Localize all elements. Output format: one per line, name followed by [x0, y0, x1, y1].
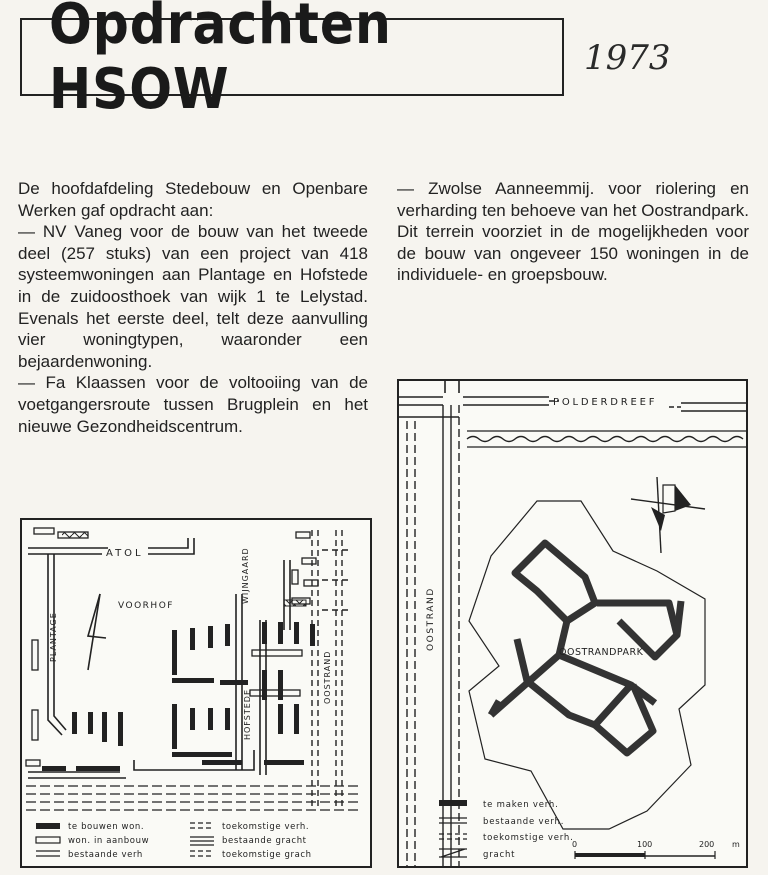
legend-item: gracht	[483, 850, 516, 860]
title-box	[20, 0, 564, 122]
legend-wijk-1	[36, 822, 312, 860]
article-left-column	[18, 178, 368, 437]
map-oostrandpark	[397, 379, 748, 868]
label-oostrand: OOSTRAND	[426, 587, 436, 651]
article-paragraph: — NV Vaneg voor de bouw van het tweede deel (257 stuks) van een project van 418 systeemwoningen aan Plantage en Hofstede in de zuidoosthoek van wijk 1 te Lelystad. Evenals het eerste deel, telt deze aanvulling vier woningtypen, waaronder een bejaardenwoning.	[18, 222, 368, 371]
label-atol: ATOL	[106, 548, 144, 559]
legend-item: toekomstige grach	[222, 850, 312, 860]
scale-unit: m	[732, 840, 740, 849]
label-hofstede: HOFSTEDE	[243, 688, 252, 740]
map-wijk-1-drawing	[22, 520, 370, 866]
legend-item: bestaande verh.	[483, 817, 565, 827]
page-title: Opdrachten HSOW	[49, 0, 392, 122]
label-oostrand: OOSTRAND	[323, 650, 332, 704]
label-wijngaard: WIJNGAARD	[241, 547, 250, 604]
legend-item: bestaande gracht	[222, 836, 307, 846]
map-oostrandpark-drawing	[399, 381, 746, 866]
scale-tick: 0	[572, 840, 578, 849]
legend-item: won. in aanbouw	[68, 836, 150, 846]
legend-item: toekomstige verh.	[483, 833, 574, 843]
handwritten-year: 1973	[584, 38, 671, 78]
legend-item: toekomstige verh.	[222, 822, 310, 832]
article-paragraph: De hoofdafdeling Stedebouw en Openbare Werken gaf opdracht aan:	[18, 179, 368, 220]
gracht-area	[26, 786, 362, 810]
legend-item: te maken verh.	[483, 800, 559, 810]
scale-tick: 200	[699, 840, 715, 849]
article-right-column	[397, 178, 749, 286]
gracht-line	[467, 437, 743, 442]
article-paragraph: — Fa Klaassen voor de voltooiing van de voetgangersroute tussen Brugplein en het nieuwe Gezondheidscentrum.	[18, 373, 368, 436]
existing-roads	[28, 538, 290, 778]
label-polderdreef: POLDERDREEF	[553, 397, 658, 408]
scale-bar	[572, 840, 740, 859]
scale-tick: 100	[637, 840, 653, 849]
label-oostrandpark: OOSTRANDPARK	[559, 647, 644, 658]
map-wijk-1	[20, 518, 372, 868]
legend-item: bestaande verh	[68, 850, 143, 860]
compass-icon	[631, 477, 705, 553]
label-plantage: PLANTAGE	[49, 612, 58, 662]
article-paragraph: — Zwolse Aanneemmij. voor riolering en verharding ten behoeve van het Oostrandpark. Dit terrein voorziet in de mogelijkheden voor de bouw van ongeveer 150 woningen in de individuele- en groepsbouw.	[397, 179, 749, 285]
label-voorhof: VOORHOF	[118, 601, 174, 611]
legend-item: te bouwen won.	[68, 822, 145, 832]
north-arrow-icon	[88, 594, 106, 670]
future-roads	[312, 530, 352, 810]
